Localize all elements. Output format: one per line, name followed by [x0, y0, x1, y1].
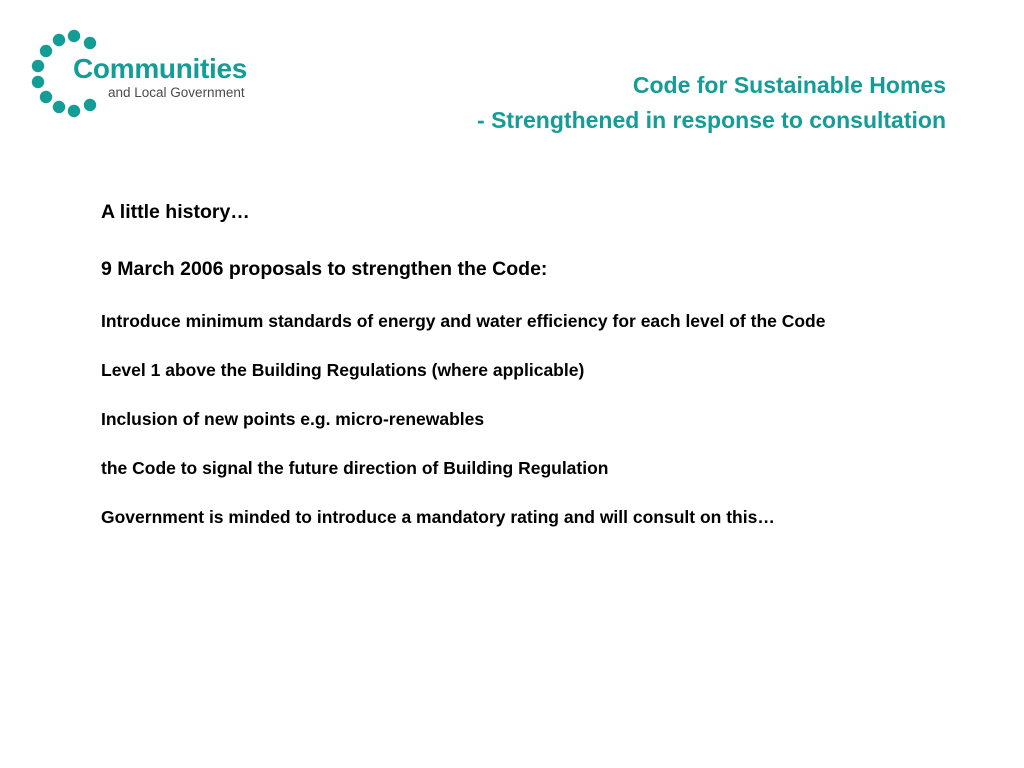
- list-item: Inclusion of new points e.g. micro-renewables: [101, 409, 485, 429]
- list-item: the Code to signal the future direction of Building Regulation: [101, 458, 609, 478]
- list-item: Government is minded to introduce a mandatory rating and will consult on this…: [101, 507, 775, 527]
- proposals-heading: 9 March 2006 proposals to strengthen the Code:: [101, 258, 548, 280]
- history-heading: A little history…: [101, 201, 250, 223]
- slide-title: [477, 68, 946, 138]
- slide-body: [101, 199, 901, 554]
- logo-subtitle: and Local Government: [108, 85, 245, 100]
- communities-logo: [28, 28, 268, 123]
- list-item: Level 1 above the Building Regulations (where applicable): [101, 360, 585, 380]
- list-item: Introduce minimum standards of energy and water efficiency for each level of the Code: [101, 311, 826, 331]
- logo-wordmark: Communities: [73, 53, 248, 84]
- proposal-list: [101, 309, 901, 529]
- title-line-2: - Strengthened in response to consultation: [477, 107, 946, 133]
- title-line-1: Code for Sustainable Homes: [632, 72, 946, 98]
